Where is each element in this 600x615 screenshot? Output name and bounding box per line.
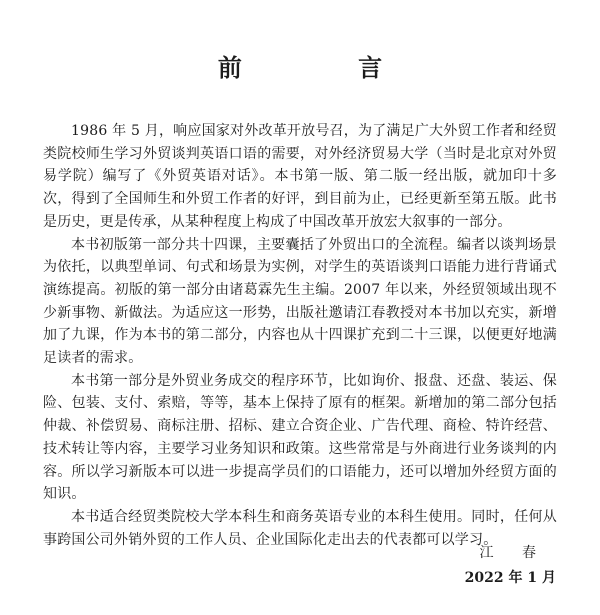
- paragraph: 本书第一部分是外贸业务成交的程序环节，比如询价、报盘、还盘、装运、保险、包装、支付、索赔，等等，基本上保持了原有的框架。新增加的第二部分包括仲裁、补偿贸易、商标注册、招标、建立合资企业、广告代理、商检、特许经营、技术转让等内容，主要学习业务知识和政策。这些常常是与外商进行业务谈判的内容。所以学习新版本可以进一步提高学员们的口语能力，还可以增加外经贸方面的知识。: [43, 372, 557, 503]
- preface-body: [43, 120, 557, 551]
- page-title: 前 言: [217, 54, 437, 83]
- author-name: 江 春: [479, 545, 548, 561]
- paragraph: 1986 年 5 月，响应国家对外改革开放号召，为了满足广大外贸工作者和经贸类院校师生学习外贸谈判英语口语的需要，对外经济贸易大学（当时是北京对外贸易学院）编写了《外贸英语对话》。本书第一版、第二版一经出版，就加印十多次，得到了全国师生和外贸工作者的好评，到目前为止，已经更新至第五版。此书是历史，更是传承，从某种程度上构成了中国改革开放宏大叙事的一部分。: [43, 123, 557, 230]
- signature-date: 2022 年 1 月: [464, 570, 556, 586]
- paragraph: 本书初版第一部分共十四课，主要囊括了外贸出口的全流程。编者以谈判场景为依托，以典型单词、句式和场景为实例，对学生的英语谈判口语能力进行背诵式演练提高。初版的第一部分由诸葛霖先生主编。2007 年以来，外经贸领域出现不少新事物、新做法。为适应这一形势，出版社邀请江春教授对本书加以充实，新增加了九课，作为本书的第二部分，内容也从十四课扩充到二十三课，以便更好地满足读者的需求。: [43, 236, 557, 367]
- signature-block: [465, 541, 556, 591]
- paragraph: 本书适合经贸类院校大学本科生和商务英语专业的本科生使用。同时，任何从事跨国公司外销外贸的工作人员、企业国际化走出去的代表都可以学习。: [43, 508, 557, 548]
